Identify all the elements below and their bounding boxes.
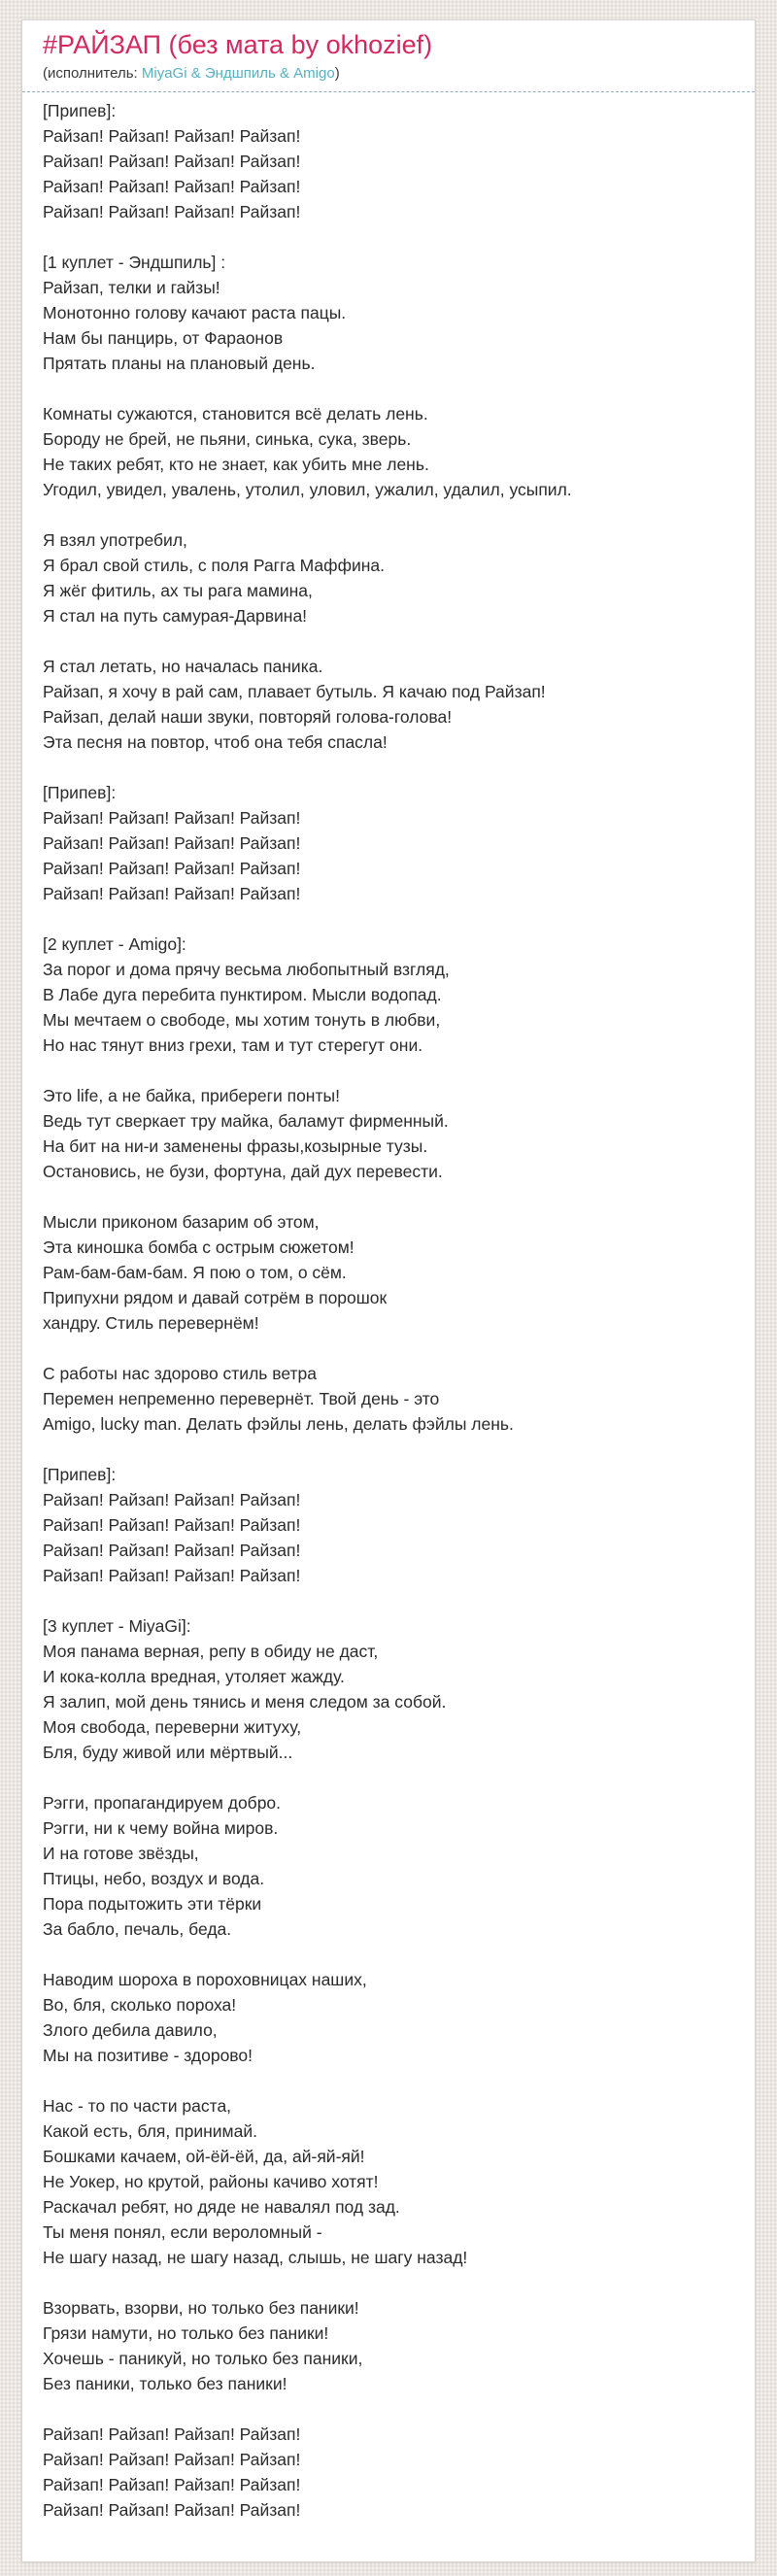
lyrics-line: Райзап! Райзап! Райзап! Райзап!	[43, 152, 301, 171]
lyrics-line: Без паники, только без паники!	[43, 2374, 287, 2393]
lyrics-line: Райзап! Райзап! Райзап! Райзап!	[43, 1515, 301, 1535]
lyrics-line: [1 куплет - Эндшпиль] :	[43, 253, 226, 272]
lyrics-line: Эта киношка бомба с острым сюжетом!	[43, 1237, 355, 1257]
lyrics-line: Наводим шороха в пороховницах наших,	[43, 1970, 367, 1989]
song-header	[22, 20, 755, 92]
lyrics-line: Раскачал ребят, но дяде не навалял под зад.	[43, 2197, 400, 2217]
artist-link[interactable]: Эндшпиль	[204, 65, 276, 82]
artist-link[interactable]: MiyaGi	[141, 65, 187, 82]
lyrics-card	[21, 19, 756, 2562]
lyrics-line: Ты меня понял, если вероломный -	[43, 2222, 322, 2242]
lyrics-line: Не таких ребят, кто не знает, как убить мне лень.	[43, 455, 429, 474]
lyrics-line: Райзап, делай наши звуки, повторяй голова-голова!	[43, 707, 453, 727]
lyrics-line: Рам-бам-бам-бам. Я пою о том, о сём.	[43, 1263, 347, 1282]
lyrics-line: Рэгги, ни к чему война миров.	[43, 1818, 279, 1838]
lyrics-line: Мы мечтаем о свободе, мы хотим тонуть в любви,	[43, 1010, 441, 1030]
lyrics-stanza	[43, 2422, 734, 2523]
lyrics-line: Грязи намути, но только без паники!	[43, 2323, 329, 2343]
lyrics-stanza	[43, 1613, 734, 1765]
lyrics-line: Нам бы панцирь, от Фараонов	[43, 328, 284, 348]
lyrics-line: [2 куплет - Amigo]:	[43, 934, 186, 954]
lyrics-stanza	[43, 654, 734, 755]
lyrics-stanza	[43, 1790, 734, 1942]
lyrics-line: [Припев]:	[43, 101, 117, 120]
lyrics-line: За порог и дома прячу весьма любопытный взгляд,	[43, 960, 450, 979]
lyrics-line: Райзап! Райзап! Райзап! Райзап!	[43, 2450, 301, 2469]
lyrics-line: И кока-колла вредная, утоляет жажду.	[43, 1667, 345, 1686]
lyrics-stanza	[43, 780, 734, 906]
lyrics-text	[22, 92, 755, 2523]
lyrics-line: Бороду не брей, не пьяни, синька, сука, зверь.	[43, 429, 412, 449]
lyrics-line: В Лабе дуга перебита пунктиром. Мысли водопад.	[43, 985, 442, 1004]
lyrics-line: Райзап! Райзап! Райзап! Райзап!	[43, 833, 301, 853]
lyrics-line: Райзап, я хочу в рай сам, плавает бутыль. Я качаю под Райзап!	[43, 682, 546, 701]
lyrics-line: С работы нас здорово стиль ветра	[43, 1364, 318, 1383]
lyrics-line: Злого дебила давило,	[43, 2020, 218, 2040]
lyrics-line: Но нас тянут вниз грехи, там и тут стерегут они.	[43, 1035, 423, 1055]
lyrics-line: Пора подытожить эти тёрки	[43, 1894, 262, 1914]
lyrics-line: Угодил, увидел, увалень, утолил, уловил, ужалил, удалил, усыпил.	[43, 480, 572, 499]
lyrics-line: Рэгги, пропагандируем добро.	[43, 1793, 282, 1813]
lyrics-line: Amigo, lucky man. Делать фэйлы лень, делать фэйлы лень.	[43, 1414, 514, 1434]
lyrics-line: На бит на ни-и заменены фразы,козырные тузы.	[43, 1136, 428, 1156]
lyrics-line: Я залип, мой день тянись и меня следом за собой.	[43, 1692, 447, 1712]
lyrics-line: Бошками качаем, ой-ёй-ёй, да, ай-яй-яй!	[43, 2147, 365, 2166]
lyrics-line: [Припев]:	[43, 1465, 117, 1484]
lyrics-stanza	[43, 1209, 734, 1336]
lyrics-line: Ведь тут сверкает тру майка, баламут фирменный.	[43, 1111, 449, 1131]
lyrics-line: Райзап! Райзап! Райзап! Райзап!	[43, 859, 301, 878]
lyrics-line: Райзап! Райзап! Райзап! Райзап!	[43, 126, 301, 146]
lyrics-line: Прятать планы на плановый день.	[43, 354, 316, 373]
lyrics-line: хандру. Стиль перевернём!	[43, 1313, 259, 1333]
lyrics-line: Хочешь - паникуй, но только без паники,	[43, 2349, 363, 2368]
artist-label: (исполнитель:	[43, 65, 142, 82]
lyrics-stanza	[43, 250, 734, 376]
artist-line	[43, 64, 734, 83]
lyrics-stanza	[43, 1083, 734, 1184]
lyrics-line: Райзап! Райзап! Райзап! Райзап!	[43, 177, 301, 196]
artist-suffix: )	[334, 65, 340, 82]
lyrics-line: Припухни рядом и давай сотрём в порошок	[43, 1288, 388, 1307]
lyrics-line: Райзап! Райзап! Райзап! Райзап!	[43, 1566, 301, 1585]
lyrics-stanza	[43, 1967, 734, 2068]
lyrics-line: Моя панама верная, репу в обиду не даст,	[43, 1642, 379, 1661]
lyrics-line: Эта песня на повтор, чтоб она тебя спасла!	[43, 732, 388, 752]
lyrics-line: Это life, а не байка, прибереги понты!	[43, 1086, 340, 1105]
lyrics-stanza	[43, 2093, 734, 2270]
lyrics-line: И на готове звёзды,	[43, 1844, 199, 1863]
lyrics-line: Не шагу назад, не шагу назад, слышь, не шагу назад!	[43, 2248, 468, 2267]
lyrics-line: Нас - то по части раста,	[43, 2096, 232, 2116]
lyrics-stanza	[43, 98, 734, 224]
lyrics-line: Птицы, небо, воздух и вода.	[43, 1869, 265, 1888]
lyrics-line: Во, бля, сколько пороха!	[43, 1995, 237, 2015]
lyrics-stanza	[43, 401, 734, 502]
lyrics-line: Монотонно голову качают раста пацы.	[43, 303, 347, 322]
lyrics-line: Я жёг фитиль, ах ты рага мамина,	[43, 581, 313, 600]
lyrics-line: Райзап! Райзап! Райзап! Райзап!	[43, 202, 301, 221]
lyrics-stanza	[43, 1361, 734, 1437]
lyrics-line: Мысли приконом базарим об этом,	[43, 1212, 320, 1232]
lyrics-line: [Припев]:	[43, 783, 117, 802]
lyrics-line: Я стал летать, но началась паника.	[43, 657, 323, 676]
song-title: #РАЙЗАП (без мата by okhozief)	[43, 30, 433, 59]
lyrics-line: [3 куплет - MiyaGi]:	[43, 1616, 191, 1636]
lyrics-line: Не Уокер, но крутой, районы качиво хотят!	[43, 2172, 379, 2191]
lyrics-line: Райзап! Райзап! Райзап! Райзап!	[43, 1490, 301, 1509]
lyrics-line: Райзап! Райзап! Райзап! Райзап!	[43, 2500, 301, 2520]
lyrics-line: Райзап! Райзап! Райзап! Райзап!	[43, 884, 301, 903]
lyrics-line: Мы на позитиве - здорово!	[43, 2046, 253, 2065]
lyrics-line: Бля, буду живой или мёртвый...	[43, 1743, 293, 1762]
lyrics-line: Моя свобода, переверни житуху,	[43, 1717, 302, 1737]
lyrics-line: Перемен непременно перевернёт. Твой день - это	[43, 1389, 440, 1408]
lyrics-line: Какой есть, бля, принимай.	[43, 2121, 257, 2141]
lyrics-line: За бабло, печаль, беда.	[43, 1919, 232, 1939]
lyrics-line: Райзап! Райзап! Райзап! Райзап!	[43, 2475, 301, 2494]
artist-links: MiyaGi & Эндшпиль & Amigo	[141, 65, 335, 82]
lyrics-line: Я стал на путь самурая-Дарвина!	[43, 606, 308, 626]
lyrics-stanza	[43, 1462, 734, 1588]
artist-link[interactable]: Amigo	[293, 65, 335, 82]
lyrics-line: Я взял употребил,	[43, 530, 187, 550]
lyrics-line: Комнаты сужаются, становится всё делать лень.	[43, 404, 428, 424]
lyrics-line: Остановись, не бузи, фортуна, дай дух перевести.	[43, 1162, 443, 1181]
lyrics-line: Взорвать, взорви, но только без паники!	[43, 2298, 359, 2318]
lyrics-stanza	[43, 527, 734, 628]
lyrics-stanza	[43, 932, 734, 1058]
lyrics-line: Я брал свой стиль, с поля Рагга Маффина.	[43, 556, 385, 575]
lyrics-line: Райзап! Райзап! Райзап! Райзап!	[43, 2424, 301, 2444]
lyrics-stanza	[43, 2295, 734, 2396]
lyrics-line: Райзап! Райзап! Райзап! Райзап!	[43, 808, 301, 828]
lyrics-line: Райзап, телки и гайзы!	[43, 278, 220, 297]
lyrics-line: Райзап! Райзап! Райзап! Райзап!	[43, 1541, 301, 1560]
